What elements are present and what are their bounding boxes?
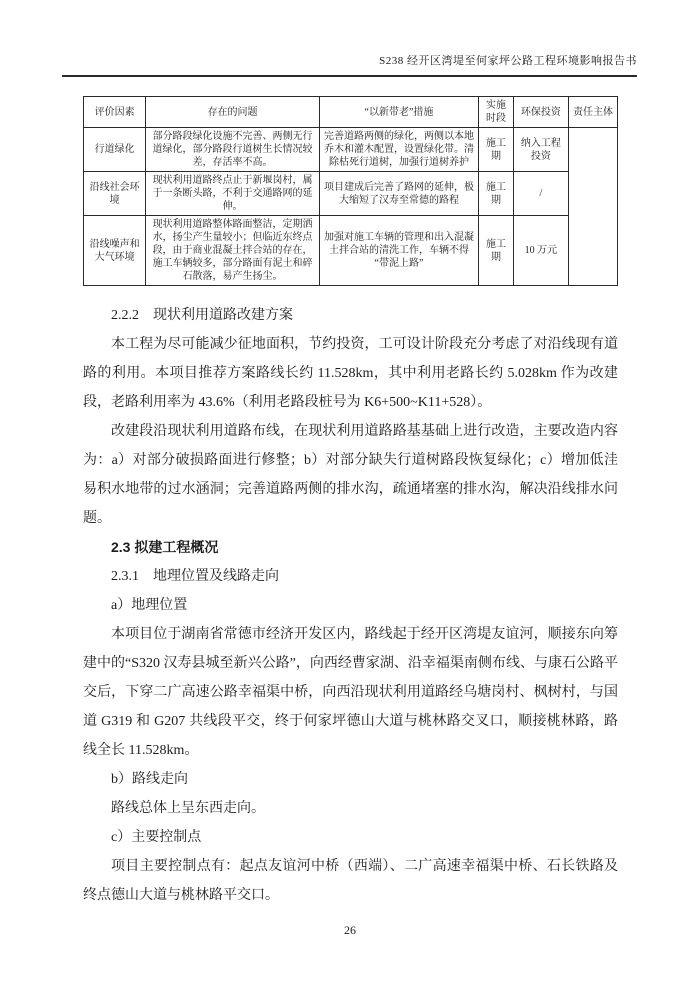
- running-header: [62, 52, 637, 77]
- table-header-row: [84, 97, 618, 128]
- column-header-responsibility: 责任主体: [568, 97, 617, 128]
- impact-measures-table: [83, 96, 618, 286]
- column-header-problem: 存在的问题: [146, 97, 320, 128]
- section-2-3-heading: 2.3 拟建工程概况: [111, 539, 219, 555]
- item-a-location: a）地理位置: [111, 598, 188, 613]
- paragraph-road-reuse-1: 本工程为尽可能减少征地面积，节约投资，工可设计阶段充分考虑了对沿线现有道路的利用。本项目推荐方案路线长约 11.528km，其中利用老路长约 5.028km 作为改建段，老路利用率为 43.6%（利用老路段桩号为 K6+500~K11+528）。: [83, 337, 618, 410]
- cell-responsibility-merged: [568, 128, 617, 286]
- paragraph-road-reuse-2: 改建段沿现状利用道路布线，在现状利用道路路基基础上进行改造，主要改造内容为：a）对部分破损路面进行修整；b）对部分缺失行道树路段恢复绿化；c）增加低洼易积水地带的过水涵洞；完善道路两侧的排水沟，疏通堵塞的排水沟，解决沿线排水问题。: [83, 424, 618, 526]
- table-row: [84, 216, 618, 286]
- cell-measure: 完善道路两侧的绿化，两侧以本地乔木和灌木配置，设置绿化带。清除枯死行道树，加强行道树养护: [319, 128, 478, 172]
- column-header-period: 实施时段: [479, 97, 514, 128]
- cell-problem: 现状利用道路整体路面整洁，定期洒水，扬尘产生量较小；但临近东终点段，由于商业混凝土拌合站的存在，施工车辆较多，部分路面有泥土和碎石散落，易产生扬尘。: [146, 216, 320, 286]
- column-header-investment: 环保投资: [513, 97, 568, 128]
- cell-factor: 沿线噪声和大气环境: [84, 216, 146, 286]
- cell-period: 施工期: [479, 216, 514, 286]
- table-row: [84, 128, 618, 172]
- cell-investment: 纳入工程投资: [513, 128, 568, 172]
- cell-measure: 项目建成后完善了路网的延伸，极大缩短了汉寿至常德的路程: [319, 172, 478, 216]
- body-text: [83, 301, 618, 910]
- paragraph-route-direction: 路线总体上呈东西走向。: [111, 801, 265, 816]
- report-title: S238 经开区湾堤至何家坪公路工程环境影响报告书: [379, 55, 637, 67]
- page-content: [83, 96, 618, 910]
- cell-period: 施工期: [479, 128, 514, 172]
- section-2-2-2-heading: 2.2.2 现状利用道路改建方案: [111, 308, 293, 323]
- table-row: [84, 172, 618, 216]
- cell-problem: 现状利用道路终点止于新堰岗村，属于一条断头路，不利于交通路网的延伸。: [146, 172, 320, 216]
- cell-investment: 10 万元: [513, 216, 568, 286]
- cell-problem: 部分路段绿化设施不完善、两侧无行道绿化，部分路段行道树生长情况较差，存活率不高。: [146, 128, 320, 172]
- cell-investment: /: [513, 172, 568, 216]
- page-number: 26: [344, 923, 356, 937]
- column-header-measure: “以新带老”措施: [319, 97, 478, 128]
- paragraph-location: 本项目位于湖南省常德市经济开发区内，路线起于经开区湾堤友谊河，顺接东向筹建中的“S320 汉寿县城至新兴公路”，向西经曹家湖、沿幸福渠南侧布线、与康石公路平交后，下穿二广高速公路幸福渠中桥，向西沿现状利用道路经乌塘岗村、枫树村，与国道 G319 和 G207 共线段平交，终于何家坪德山大道与桃林路交叉口，顺接桃林路，路线全长 11.528km。: [83, 627, 618, 758]
- cell-measure: 加强对施工车辆的管理和出入混凝土拌合站的清洗工作，车辆不得“带泥上路”: [319, 216, 478, 286]
- cell-factor: 行道绿化: [84, 128, 146, 172]
- cell-factor: 沿线社会环境: [84, 172, 146, 216]
- column-header-factor: 评价因素: [84, 97, 146, 128]
- paragraph-control-points: 项目主要控制点有：起点友谊河中桥（西端）、二广高速幸福渠中桥、石长铁路及终点德山大道与桃林路平交口。: [83, 859, 618, 903]
- section-2-3-1-heading: 2.3.1 地理位置及线路走向: [111, 569, 279, 584]
- item-b-route-direction: b）路线走向: [111, 772, 188, 787]
- cell-period: 施工期: [479, 172, 514, 216]
- item-c-control-points: c）主要控制点: [111, 830, 202, 845]
